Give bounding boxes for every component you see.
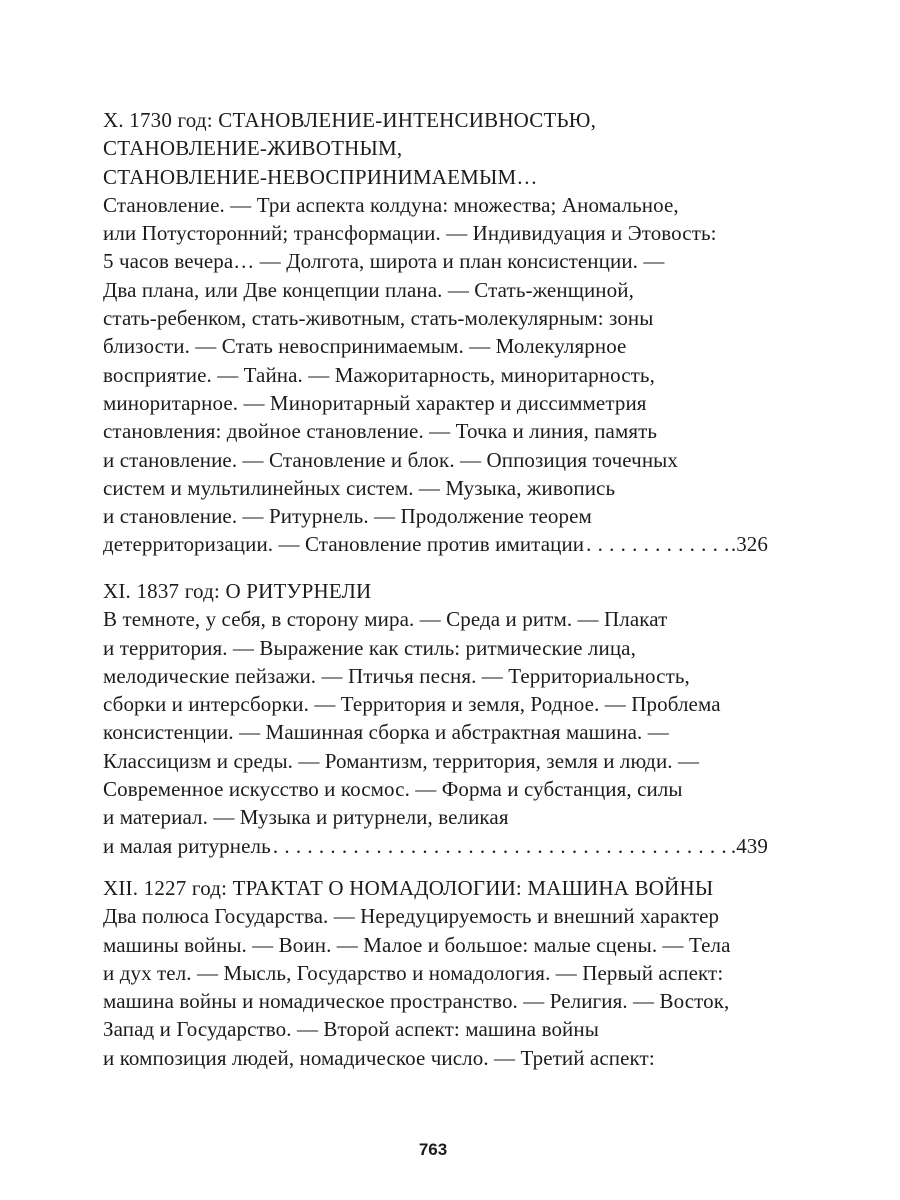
summary-line: и становление. — Ритурнель. — Продолжение теорем <box>103 504 592 529</box>
summary-last-line-with-page <box>103 530 768 558</box>
summary-line: Два плана, или Две концепции плана. — Стать-женщиной, <box>103 277 634 302</box>
summary-line: В темноте, у себя, в сторону мира. — Среда и ритм. — Плакат <box>103 607 668 632</box>
summary-line: 5 часов вечера… — Долгота, широта и план консистенции. — <box>103 249 665 274</box>
summary-line: или Потусторонний; трансформации. — Индивидуация и Этовость: <box>103 221 717 246</box>
summary-line: сборки и интерсборки. — Территория и земля, Родное. — Проблема <box>103 692 721 717</box>
summary-last-line-with-page <box>103 832 768 860</box>
summary-line: и материал. — Музыка и ритурнели, великая <box>103 805 509 830</box>
summary-line: мелодические пейзажи. — Птичья песня. — Территориальность, <box>103 663 690 688</box>
summary-line: систем и мультилинейных систем. — Музыка, живопись <box>103 475 616 500</box>
chapter-heading: СТАНОВЛЕНИЕ-ЖИВОТНЫМ, <box>103 136 403 161</box>
chapter-heading: XII. 1227 год: ТРАКТАТ О НОМАДОЛОГИИ: МАШИНА ВОЙНЫ <box>103 876 714 900</box>
chapter-heading: X. 1730 год: СТАНОВЛЕНИЕ-ИНТЕНСИВНОСТЬЮ, <box>103 108 597 132</box>
summary-line: Два полюса Государства. — Нередуцируемость и внешний характер <box>103 904 720 929</box>
summary-line: Становление. — Три аспекта колдуна: множества; Аномальное, <box>103 192 679 217</box>
summary-line: Классицизм и среды. — Романтизм, территория, земля и люди. — <box>103 748 700 773</box>
summary-line: машина войны и номадическое пространство. — Религия. — Восток, <box>103 989 730 1014</box>
summary-line: и становление. — Становление и блок. — Оппозиция точечных <box>103 447 678 472</box>
toc-entry-chapter-10 <box>103 106 783 559</box>
summary-line: близости. — Стать невоспринимаемым. — Молекулярное <box>103 334 627 359</box>
chapter-heading: СТАНОВЛЕНИЕ-НЕВОСПРИНИМАЕМЫМ… <box>103 164 538 189</box>
summary-line: и территория. — Выражение как стиль: ритмические лица, <box>103 635 636 660</box>
toc-entry-chapter-11 <box>103 577 783 860</box>
dot-leader <box>273 832 729 860</box>
summary-line: консистенции. — Машинная сборка и абстрактная машина. — <box>103 720 669 745</box>
summary-line: и дух тел. — Мысль, Государство и номадология. — Первый аспект: <box>103 960 724 985</box>
page-reference: .439 <box>730 833 768 858</box>
summary-line: машины войны. — Воин. — Малое и большое: малые сцены. — Тела <box>103 932 731 957</box>
summary-line: Современное искусство и космос. — Форма и субстанция, силы <box>103 777 683 802</box>
summary-line: восприятие. — Тайна. — Мажоритарность, миноритарность, <box>103 362 655 387</box>
summary-line: миноритарное. — Миноритарный характер и диссимметрия <box>103 390 647 415</box>
page-reference: .326 <box>730 532 768 557</box>
summary-line: становления: двойное становление. — Точка и линия, память <box>103 419 658 444</box>
summary-line: и малая ритурнель <box>103 833 271 858</box>
summary-line: и композиция людей, номадическое число. — Третий аспект: <box>103 1045 655 1070</box>
summary-line: стать-ребенком, стать-животным, стать-молекулярным: зоны <box>103 306 654 331</box>
chapter-heading: XI. 1837 год: О РИТУРНЕЛИ <box>103 579 372 603</box>
summary-line: Запад и Государство. — Второй аспект: машина войны <box>103 1017 599 1042</box>
page-number: 763 <box>418 1140 448 1159</box>
toc-entry-chapter-12 <box>103 874 783 1072</box>
summary-line: детерриторизации. — Становление против имитации <box>103 532 585 557</box>
dot-leader <box>586 530 729 558</box>
